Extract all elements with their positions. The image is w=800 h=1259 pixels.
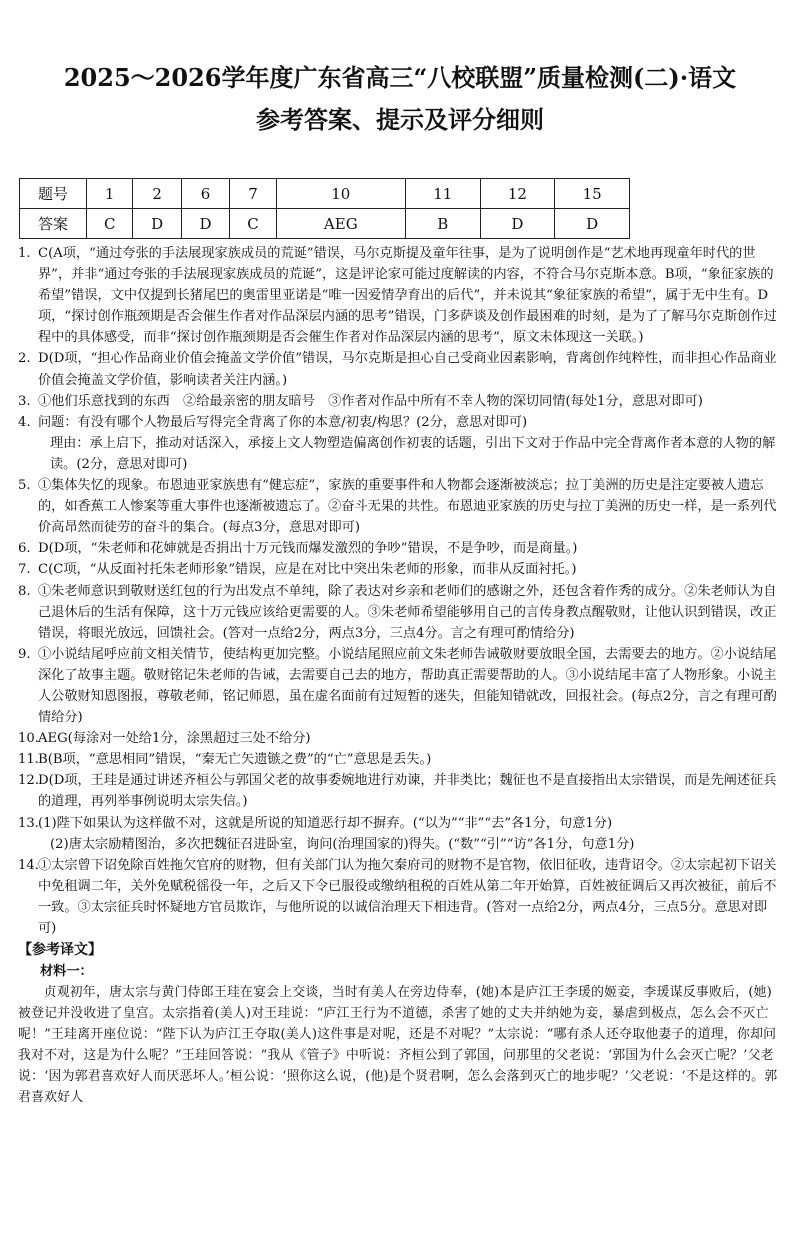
- item-number: 9.: [18, 646, 31, 662]
- reference-translation-heading: 【参考译文】: [18, 942, 102, 959]
- item-text: C(C项，“从反面衬托朱老师形象”错误，应是在对比中突出朱老师的形象，而非从反面衬托。): [38, 562, 577, 578]
- item-number: 2.: [18, 351, 31, 367]
- answer-cell: D: [480, 209, 555, 239]
- item-text: ①朱老师意识到敬财送红包的行为出发点不单纯，除了表达对乡亲和老师们的感谢之外，还包含着作秀的成分。②朱老师认为自己退休后的生活有保障，这十万元钱应该给更需要的人。③朱老师希望能够用自己的言传身教点醒敬财，让他认识到错误，改正错误，将眼光放远，回馈社会。(答对一点给2分，两点3分，三点4分。言之有理可酌情给分): [38, 583, 777, 641]
- item-number: 10.: [18, 731, 39, 747]
- answer-item: [18, 728, 784, 749]
- question-number-cell: 10: [276, 179, 405, 209]
- answer-table-header-row: [20, 179, 630, 209]
- item-text: C(A项，“通过夸张的手法展现家族成员的荒诞”错误，马尔克斯提及童年往事，是为了说明创作是“艺术地再现童年时代的世界”，并非“通过夸张的手法展现家族成员的荒诞”，这是评论家可能过度解读的内容，不符合马尔克斯本意。B项，“象征家族的希望”错误，文中仅提到长猪尾巴的奥雷里亚诺是“唯一因爱情孕育出的后代”，并未说其“象征家族的希望”，属于无中生有。D项，“探讨创作瓶颈期是否会催生作者对作品深层内涵的思考”错误，门多萨谈及创作最困难的时刻，是为了了解马尔克斯创作过程中的具体感受，而非“探讨创作瓶颈期是否会催生作者对作品深层内涵的思考”，原文未体现这一关联。): [38, 246, 777, 346]
- answer-cell: C: [230, 209, 276, 239]
- material-one-label: 材料一：: [40, 964, 93, 980]
- answer-label: 答案: [20, 209, 87, 239]
- item-text: ①他们乐意找到的东西 ②给最亲密的朋友暗号 ③作者对作品中所有不幸人物的深切同情(每处1分，意思对即可): [38, 393, 703, 409]
- item-number: 6.: [18, 541, 31, 557]
- answer-explanations: [18, 243, 784, 1108]
- answer-cell: D: [181, 209, 229, 239]
- answer-item: [18, 581, 784, 644]
- item-number: 3.: [18, 393, 31, 409]
- question-number-cell: 7: [230, 179, 276, 209]
- item-number: 5.: [18, 478, 31, 494]
- item-text: B(B项，“意思相同”错误，“秦无亡矢遗镞之费”的“亡”意思是丢失。): [38, 752, 432, 768]
- item-text: 问题：有没有哪个人物最后写得完全背离了你的本意/初衷/构思？(2分，意思对即可): [38, 414, 528, 430]
- question-number-cell: 15: [555, 179, 630, 209]
- item-text: ①集体失忆的现象。布恩迪亚家族患有“健忘症”，家族的重要事件和人物都会逐渐被淡忘；拉丁美洲的历史是注定要被人遗忘的，如香蕉工人惨案等重大事件也逐渐被遗忘了。②奋斗无果的共性。布恩迪亚家族的历史与拉丁美洲的历史一样，是一系列代价高昂然而徒劳的奋斗的集合。(每点3分，意思对即可): [38, 478, 777, 536]
- item-number: 12.: [18, 773, 39, 789]
- answer-cell: B: [405, 209, 480, 239]
- answer-item: [18, 475, 784, 538]
- item-text: D(D项，“担心作品商业价值会掩盖文学价值”错误，马尔克斯是担心自己受商业因素影响，背离创作纯粹性，而非担心作品商业价值会掩盖文学价值，影响读者关注内涵。): [38, 351, 777, 388]
- answer-cell: D: [133, 209, 181, 239]
- answer-item: [18, 391, 784, 412]
- answer-item: [18, 412, 784, 475]
- question-number-cell: 1: [87, 179, 133, 209]
- answer-item: [18, 538, 784, 559]
- item-continuation: 理由：承上启下，推动对话深入，承接上文人物塑造偏离创作初衷的话题，引出下文对于作品中完全背离作者本意的人物的解读。(2分，意思对即可): [50, 435, 776, 472]
- item-text: D(D项，王珪是通过讲述齐桓公与郭国父老的故事委婉地进行劝谏，并非类比；魏征也不是直接指出太宗错误，而是先阐述征兵的道理，再列举事例说明太宗失信。): [38, 773, 777, 810]
- item-number: 14.: [18, 857, 39, 873]
- answer-cell: AEG: [276, 209, 405, 239]
- item-number: 8.: [18, 583, 31, 599]
- answer-item: [18, 770, 784, 812]
- document-title: 2025～2026学年度广东省高三“八校联盟”质量检测(二)·语文: [63, 63, 737, 92]
- answer-table-answer-row: [20, 209, 630, 239]
- answer-item: [18, 559, 784, 580]
- translation-text: 贞观初年，唐太宗与黄门侍郎王珪在宴会上交谈，当时有美人在旁边侍奉，(她)本是庐江王李瑗的姬妾，李瑗谋反事败后，(她)被登记并没收进了皇宫。太宗指着(美人)对王珪说：“庐江王行为不道德，杀害了她的丈夫并纳她为妾，暴虐到极点，怎么会不灭亡呢！”王珪离开座位说：“陛下认为庐江王夺取(美人)这件事是对呢，还是不对呢？”太宗说：“哪有杀人还夺取他妻子的道理，你却问我对不对，这是为什么呢？”王珪回答说：“我从《管子》中听说：齐桓公到了郭国，问那里的父老说：‘郭国为什么会灭亡呢？’父老说：‘因为郭君喜欢好人而厌恶坏人。’桓公说：‘照你这么说，(他)是个贤君啊，怎么会落到灭亡的地步呢？’父老说：‘不是这样的。郭君喜欢好人: [18, 985, 778, 1106]
- item-number: 1.: [18, 246, 31, 261]
- answer-cell: D: [555, 209, 630, 239]
- answer-cell: C: [87, 209, 133, 239]
- answer-item: [18, 348, 784, 390]
- answer-table: [19, 178, 630, 239]
- item-text: ①小说结尾呼应前文相关情节，使结构更加完整。小说结尾照应前文朱老师告诫敬财要放眼全国，去需要去的地方。②小说结尾深化了故事主题。敬财铭记朱老师的告诫，去需要自己去的地方，帮助真正需要帮助的人。③小说结尾丰富了人物形象。小说主人公敬财知恩图报，尊敬老师，铭记师恩，虽在虚名面前有过短暂的迷失，但能知错就改，回报社会。(每点2分，言之有理可酌情给分): [38, 646, 777, 726]
- item-number: 7.: [18, 562, 31, 578]
- answer-item: [18, 644, 784, 728]
- item-text: ①太宗曾下诏免除百姓拖欠官府的财物，但有关部门认为拖欠秦府司的财物不是官物，依旧征收，违背诏令。②太宗起初下诏关中免租调二年，关外免赋税徭役一年，之后又下令已服役或缴纳租税的百姓从第二年开始算，百姓被征调后又再次被征，前后不一致。③太宗征兵时怀疑地方官员欺诈，与他所说的以诚信治理天下相违背。(答对一点给2分，两点4分，三点5分。意思对即可): [38, 857, 777, 936]
- answer-item: [18, 243, 784, 348]
- answer-item: [18, 813, 784, 855]
- item-text: (1)陛下如果认为这样做不对，这就是所说的知道恶行却不摒弃。(“以为”“非”“去”各1分，句意1分): [38, 815, 613, 831]
- question-number-cell: 6: [181, 179, 229, 209]
- item-text: AEG(每涂对一处给1分，涂黑超过三处不给分): [38, 731, 311, 747]
- question-number-label: 题号: [20, 179, 87, 209]
- item-continuation: (2)唐太宗励精图治，多次把魏征召进卧室，询问(治理国家的)得失。(“数”“引”“访”各1分，句意1分): [50, 836, 635, 852]
- answer-item: [18, 749, 784, 770]
- answer-item: [18, 855, 784, 939]
- item-text: D(D项，“朱老师和花婶就是否捐出十万元钱而爆发激烈的争吵”错误，不是争吵，而是商量。): [38, 541, 578, 557]
- item-number: 11.: [18, 752, 39, 768]
- question-number-cell: 11: [405, 179, 480, 209]
- question-number-cell: 2: [133, 179, 181, 209]
- question-number-cell: 12: [480, 179, 555, 209]
- item-number: 13.: [18, 815, 39, 831]
- document-subtitle: 参考答案、提示及评分细则: [256, 105, 544, 134]
- item-number: 4.: [18, 414, 31, 430]
